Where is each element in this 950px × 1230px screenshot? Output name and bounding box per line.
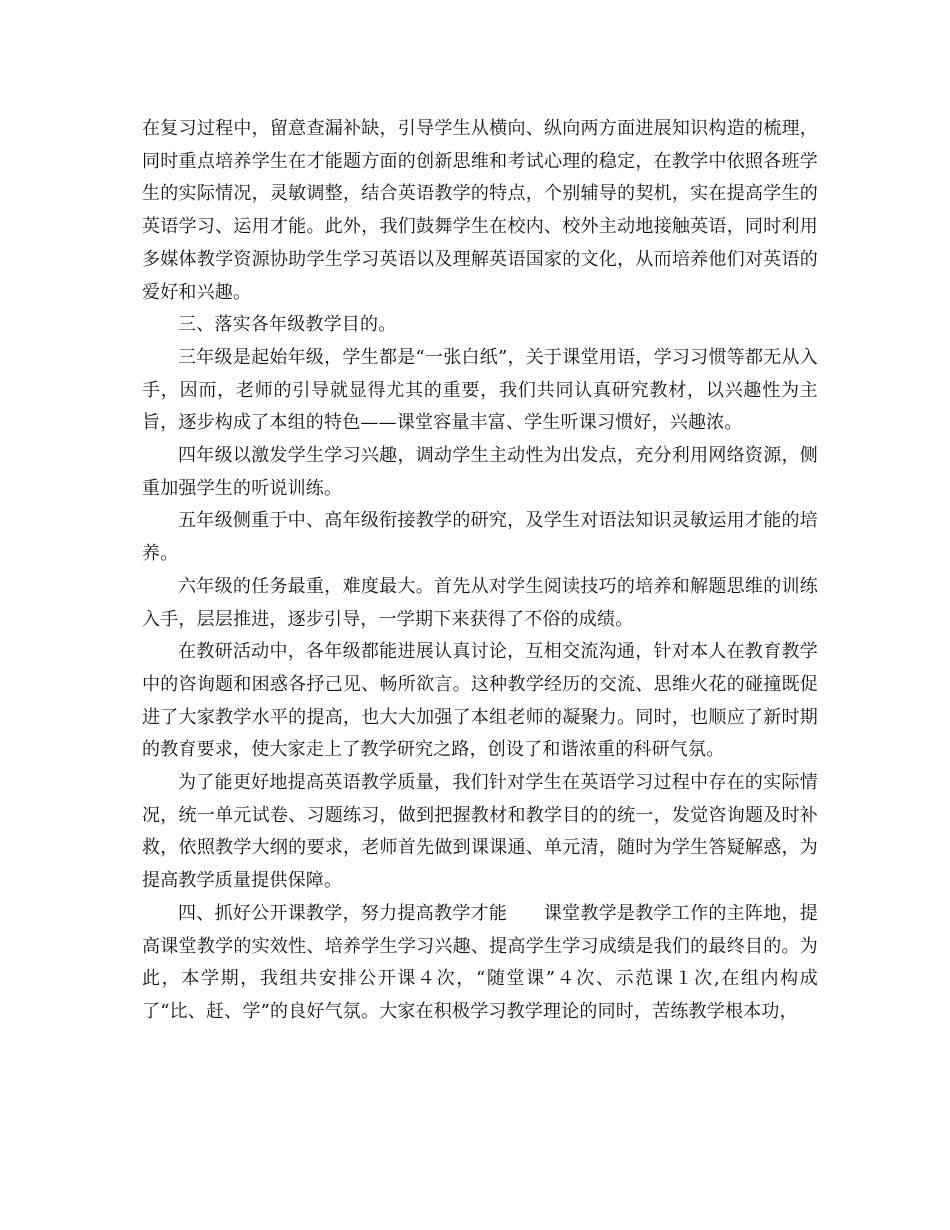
paragraph-teaching-quality: 为了能更好地提高英语教学质量，我们针对学生在英语学习过程中存在的实际情况，统一单元试卷、习题练习，做到把握教材和教学目的的统一，发觉咨询题及时补救，依照教学大纲的要求，老师首先做到课课通、单元清，随时为学生答疑解惑，为提高教学质量提供保障。 (142, 772, 818, 892)
document-page (142, 113, 818, 1029)
paragraph-review-process: 在复习过程中，留意查漏补缺，引导学生从横向、纵向两方面进展知识构造的梳理，同时重点培养学生在才能题方面的创新思维和考试心理的稳定，在教学中依照各班学生的实际情况，灵敏调整，结合英语教学的特点，个别辅导的契机，实在提高学生的英语学习、运用才能。此外，我们鼓舞学生在校内、校外主动地接触英语，同时利用多媒体教学资源协助学生学习英语以及理解英语国家的文化，从而培养他们对英语的爱好和兴趣。 (142, 118, 818, 303)
paragraph-grade-six: 六年级的任务最重，难度最大。首先从对学生阅读技巧的培养和解题思维的训练入手，层层推进，逐步引导，一学期下来获得了不俗的成绩。 (142, 575, 818, 630)
paragraph-grade-three: 三年级是起始年级，学生都是“一张白纸”，关于课堂用语，学习习惯等都无从入手，因而，老师的引导就显得尤其的重要，我们共同认真研究教材，以兴趣性为主旨，逐步构成了本组的特色——课堂容量丰富、学生听课习惯好，兴趣浓。 (142, 346, 818, 434)
paragraph-grade-four: 四年级以激发学生学习兴趣，调动学生主动性为出发点，充分利用网络资源，侧重加强学生的听说训练。 (142, 445, 818, 499)
paragraph-teaching-research: 在教研活动中，各年级都能进展认真讨论，互相交流沟通，针对本人在教育教学中的咨询题和困惑各抒己见、畅所欲言。这种教学经历的交流、思维火花的碰撞既促进了大家教学水平的提高，也大大加强了本组老师的凝聚力。同时，也顺应了新时期的教育要求，使大家走上了教学研究之路，创设了和谐浓重的科研气氛。 (142, 641, 818, 761)
paragraph-open-classes: 四、抓好公开课教学，努力提高教学才能 课堂教学是教学工作的主阵地，提高课堂教学的实效性、培养学生学习兴趣、提高学生学习成绩是我们的最终目的。为此，本学期，我组共安排公开课４次，“随堂课”４次、示范课１次,在组内构成了“比、赶、学”的良好气氛。大家在积极学习教学理论的同时，苦练教学根本功， (142, 902, 818, 1022)
heading-grade-goals: 三、落实各年级教学目的。 (178, 314, 397, 336)
paragraph-grade-five: 五年级侧重于中、高年级衔接教学的研究，及学生对语法知识灵敏运用才能的培养。 (142, 510, 818, 565)
